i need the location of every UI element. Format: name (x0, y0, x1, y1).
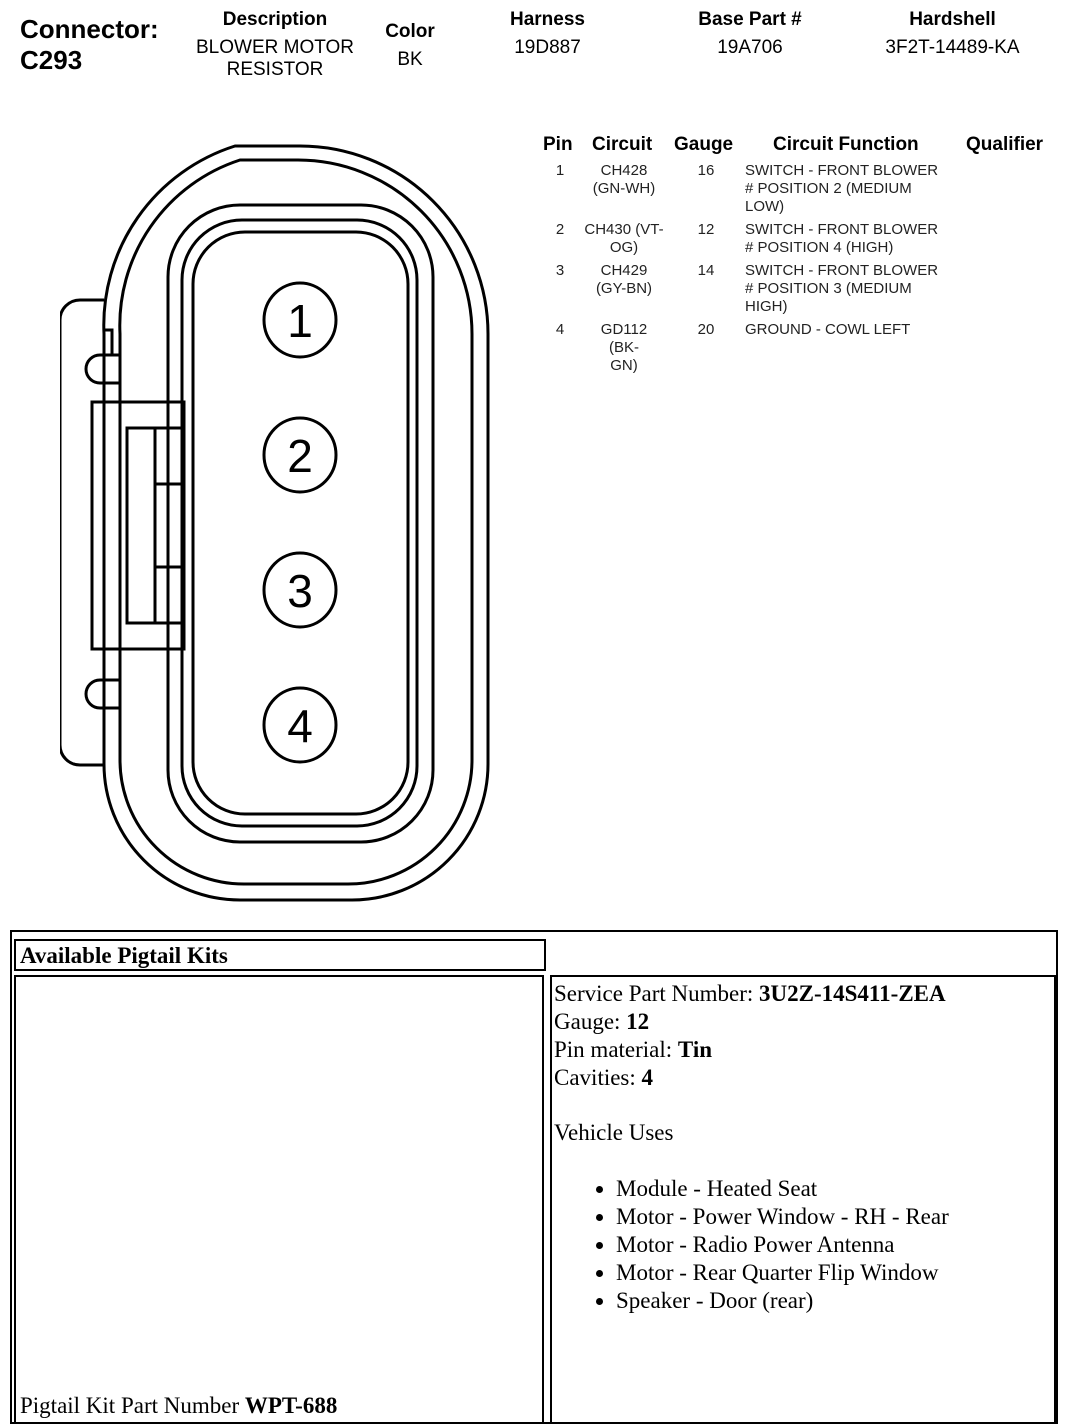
color-value: BK (397, 49, 423, 70)
pigtail-kit-part-number (20, 1392, 337, 1420)
pin-label: 2 (287, 430, 313, 482)
service-part-label: Service Part Number: (554, 981, 760, 1006)
gauge-cell: 16 (697, 162, 715, 179)
gauge-value: 12 (626, 1009, 650, 1034)
connector-label: Connector: (20, 14, 159, 44)
table-row (540, 321, 1060, 374)
function-cell (745, 162, 960, 216)
pigtail-kits-title: Available Pigtail Kits (14, 939, 546, 971)
pin-number: 1 (555, 162, 565, 179)
gauge-cell: 14 (697, 262, 715, 279)
list-item: • Motor - Rear Quarter Flip Window (616, 1259, 949, 1287)
pin-label: 3 (287, 565, 313, 617)
circuit-line: GD112 (BK- (600, 321, 648, 356)
base-part-column (675, 9, 825, 59)
connector-shell-inner (120, 160, 472, 884)
list-item: • Module - Heated Seat (616, 1175, 949, 1203)
service-part-value: 3U2Z-14S411-ZEA (759, 981, 946, 1006)
color-column (370, 21, 450, 71)
circuit-line: (GN-WH) (592, 180, 656, 197)
pin-header: Pin (543, 134, 573, 155)
gauge-cell: 20 (697, 321, 715, 338)
function-line: # POSITION 2 (MEDIUM (745, 180, 912, 197)
base-part-value: 19A706 (717, 37, 783, 58)
function-line: HIGH) (745, 298, 788, 315)
connector-title (20, 14, 159, 76)
table-row (540, 162, 1060, 221)
gauge-header: Gauge (674, 134, 734, 155)
function-line: LOW) (745, 198, 785, 215)
kit-part-label: Pigtail Kit Part Number (20, 1393, 245, 1418)
gauge-cell: 12 (697, 221, 715, 238)
cavities-value: 4 (641, 1065, 654, 1090)
pin-label: 1 (287, 295, 313, 347)
circuit-line: CH428 (600, 162, 648, 179)
circuit-cell (584, 221, 664, 257)
kit-part-value: WPT-688 (244, 1393, 338, 1418)
function-line: # POSITION 4 (HIGH) (745, 239, 894, 256)
hardshell-column (865, 9, 1040, 59)
pin-number: 2 (555, 221, 565, 238)
function-line: SWITCH - FRONT BLOWER (745, 221, 939, 238)
circuit-cell (584, 162, 664, 198)
pin-material-value: Tin (677, 1037, 713, 1062)
circuit-line: (GY-BN) (595, 280, 653, 297)
pin-label: 4 (287, 700, 313, 752)
circuit-header: Circuit (592, 134, 653, 155)
vehicle-uses-title: Vehicle Uses (554, 1120, 674, 1145)
table-row (540, 221, 1060, 262)
connector-diagram (60, 140, 490, 905)
list-item: • Motor - Power Window - RH - Rear (616, 1203, 949, 1231)
lock-outer (92, 402, 184, 649)
circuit-cell (584, 321, 664, 375)
hardshell-value: 3F2T-14489-KA (885, 37, 1020, 58)
function-header: Circuit Function (773, 134, 919, 155)
pin-marks (264, 283, 336, 762)
pin-number: 4 (555, 321, 565, 338)
qualifier-header: Qualifier (966, 134, 1044, 155)
harness-column (480, 9, 615, 59)
circuit-line: OG) (609, 239, 639, 256)
pin-number: 3 (555, 262, 565, 279)
pin-table-header (540, 134, 1060, 162)
circuit-cell (584, 262, 664, 298)
harness-label: Harness (510, 9, 585, 30)
pin-table (540, 134, 1060, 374)
pin-material-line (554, 1036, 949, 1064)
list-item: • Speaker - Door (rear) (616, 1287, 949, 1315)
service-part-line (554, 980, 949, 1008)
pigtail-kit-image-cell (14, 975, 544, 1424)
color-label: Color (385, 21, 435, 42)
pigtail-kit-details-cell (550, 975, 1056, 1424)
function-line: SWITCH - FRONT BLOWER (745, 262, 939, 279)
cavities-label: Cavities: (554, 1065, 642, 1090)
description-value-line1: BLOWER MOTOR (196, 37, 354, 58)
kit-info (554, 980, 949, 1315)
cavities-line (554, 1064, 949, 1092)
circuit-line: CH430 (VT- (584, 221, 664, 238)
hardshell-label: Hardshell (909, 9, 996, 30)
list-item: • Motor - Radio Power Antenna (616, 1231, 949, 1259)
description-column (180, 9, 370, 81)
description-value-line2: RESISTOR (226, 59, 324, 80)
function-cell (745, 321, 960, 339)
function-cell (745, 221, 960, 257)
function-cell (745, 262, 960, 316)
connector-id: C293 (20, 45, 83, 75)
circuit-line: CH429 (600, 262, 648, 279)
circuit-line: GN) (610, 357, 638, 374)
base-part-label: Base Part # (698, 9, 802, 30)
harness-value: 19D887 (514, 37, 581, 58)
function-line: GROUND - COWL LEFT (745, 321, 911, 338)
table-row (540, 262, 1060, 321)
gauge-label: Gauge: (554, 1009, 627, 1034)
description-label: Description (222, 9, 328, 30)
gauge-line (554, 1008, 949, 1036)
latch-outer (60, 300, 104, 765)
function-line: # POSITION 3 (MEDIUM (745, 280, 912, 297)
pin-material-label: Pin material: (554, 1037, 678, 1062)
function-line: SWITCH - FRONT BLOWER (745, 162, 939, 179)
vehicle-uses-list (554, 1175, 949, 1315)
